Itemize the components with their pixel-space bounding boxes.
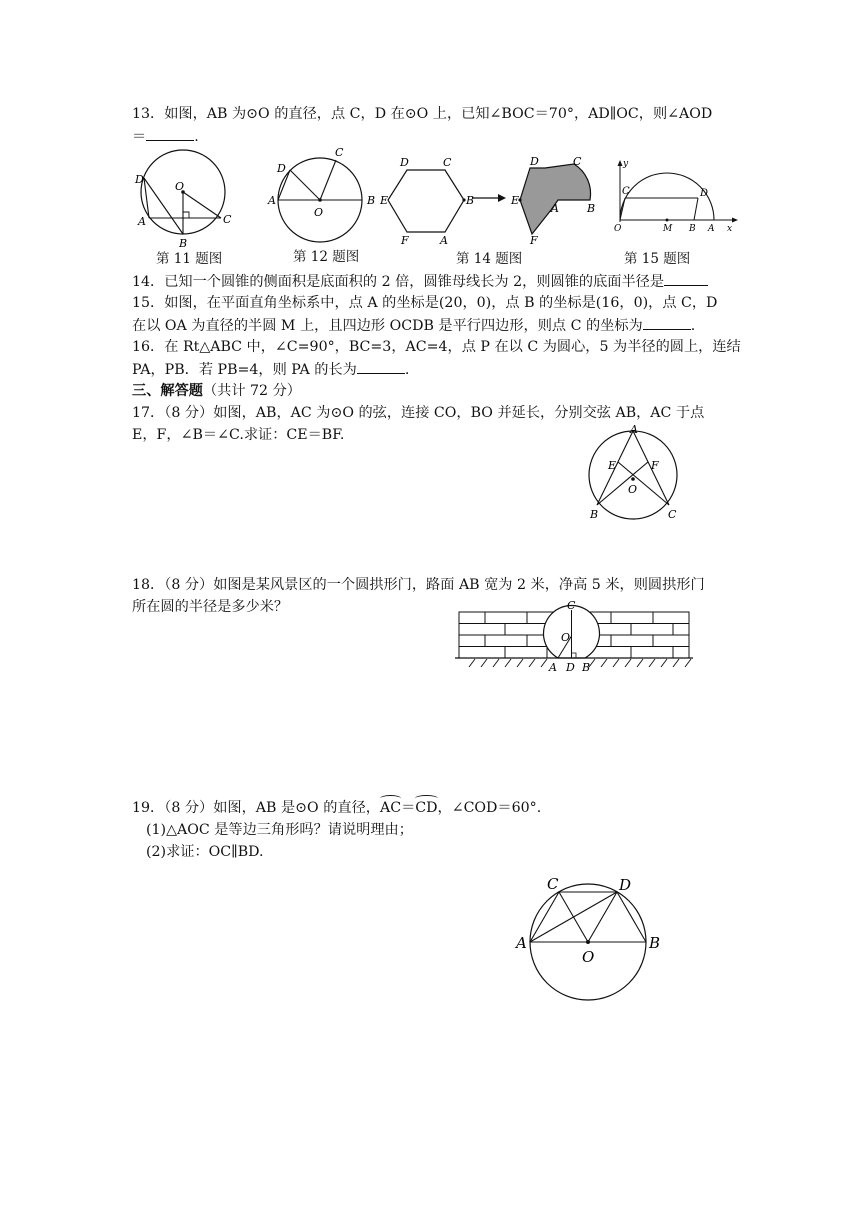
section3-heading <box>132 381 301 401</box>
q14-answer-blank <box>664 271 708 286</box>
f15-label-x: x <box>727 224 733 234</box>
f17-label-o: O <box>628 483 638 496</box>
f11-label-b: B <box>179 237 188 250</box>
q14-text: 14．已知一个圆锥的侧面积是底面积的 2 倍，圆锥母线长为 2，则圆锥的底面半径是 <box>132 274 665 290</box>
f17-label-e: E <box>608 459 617 472</box>
section3-title: 三、解答题 <box>132 383 203 399</box>
figure-12 <box>268 146 383 246</box>
f11-label-o: O <box>175 180 185 193</box>
q13-line1: 13．如图，AB 为⊙O 的直径，点 C，D 在⊙O 上，已知∠BOC＝70°，AD∥OC，则∠AOD <box>132 106 713 122</box>
f14a-label-e: E <box>380 194 389 207</box>
caption-11: 第 11 题图 <box>156 251 223 267</box>
f11-label-d: D <box>135 173 144 186</box>
f19-label-b: B <box>649 934 661 952</box>
f12-label-o: O <box>314 206 324 219</box>
f19-label-c: C <box>547 875 559 893</box>
figure-17 <box>585 425 685 525</box>
q19-arc-ac <box>380 800 401 816</box>
q19-arc-cd <box>415 800 437 816</box>
q16-answer-blank <box>357 359 405 374</box>
f17-label-b: B <box>590 508 599 521</box>
f15-label-y: y <box>623 159 629 169</box>
f14b-label-d: D <box>530 155 539 168</box>
caption-12: 第 12 题图 <box>293 249 360 265</box>
f18-label-d: D <box>566 661 575 674</box>
figure-14 <box>380 152 600 252</box>
figure-15 <box>612 158 742 238</box>
q19-line1-suffix: ，∠COD＝60°. <box>437 800 542 816</box>
f15-label-b: B <box>689 224 696 234</box>
q16-line2-text: PA，PB．若 PB=4，则 PA 的长为 <box>132 362 357 378</box>
f19-label-d: D <box>619 876 632 894</box>
f14b-label-b: B <box>587 202 596 215</box>
f12-label-c: C <box>335 146 344 159</box>
caption-15: 第 15 题图 <box>624 251 691 267</box>
f17-label-f: F <box>651 459 659 472</box>
f14b-label-c: C <box>573 155 582 168</box>
q18-line2: 所在圆的半径是多少米？ <box>132 599 289 615</box>
figure-19 <box>514 875 674 1005</box>
f15-label-m: M <box>663 224 673 234</box>
f12-label-b: B <box>367 194 376 207</box>
q13-line2-suffix: . <box>194 129 199 145</box>
f14b-label-e: E <box>511 194 520 207</box>
q16-line2 <box>132 359 409 380</box>
q19-line1-prefix: 19．（8 分）如图，AB 是⊙O 的直径， <box>132 800 380 816</box>
q13-answer-blank <box>146 126 194 141</box>
f14b-label-f: F <box>530 234 538 247</box>
q19-sub2: (2)求证：OC∥BD. <box>146 844 264 860</box>
arc-ac-mark <box>380 795 401 802</box>
q19-arc-ac-text: AC <box>379 800 402 816</box>
f14a-label-c: C <box>443 156 452 169</box>
f19-label-o: O <box>582 948 595 966</box>
f14a-label-d: D <box>400 156 409 169</box>
f17-label-a: A <box>630 423 638 436</box>
q19-eq: ＝ <box>401 800 416 816</box>
f12-label-a: A <box>268 194 276 207</box>
f17-label-c: C <box>668 508 677 521</box>
q18-line1: 18．（8 分）如图是某风景区的一个圆拱形门，路面 AB 宽为 2 米，净高 5 米，则圆拱形门 <box>132 577 705 593</box>
figure-11 <box>135 140 235 250</box>
f11-label-c: C <box>223 213 232 226</box>
q13-line2-prefix: ＝ <box>132 129 147 145</box>
q16-line1: 16．在 Rt△ABC 中，∠C=90°，BC=3，AC=4，点 P 在以 C 为圆心，5 为半径的圆上，连结 <box>132 339 741 355</box>
f14a-label-f: F <box>401 234 409 247</box>
f18-label-b: B <box>582 661 591 674</box>
f19-label-a: A <box>516 934 527 952</box>
f15-label-o: O <box>614 224 622 234</box>
q14-line <box>132 271 708 292</box>
arc-cd-mark <box>415 795 437 802</box>
f12-label-d: D <box>277 162 286 175</box>
q15-line1: 15．如图，在平面直角坐标系中，点 A 的坐标是(20，0)，点 B 的坐标是(16，0)，点 C，D <box>132 295 718 311</box>
q15-line2 <box>132 315 695 336</box>
q15-line2-text: 在以 OA 为直径的半圆 M 上，且四边形 OCDB 是平行四边形，则点 C 的坐标为 <box>132 318 643 334</box>
f11-label-a: A <box>138 215 146 228</box>
f18-label-c: C <box>567 599 576 612</box>
q16-line2-suffix: . <box>404 362 410 378</box>
q19-line1 <box>132 798 541 818</box>
figure-18 <box>455 598 695 673</box>
f15-label-d: D <box>700 188 709 199</box>
q19-arc-cd-text: CD <box>415 800 438 816</box>
q15-line2-suffix: . <box>690 318 696 334</box>
f15-label-a: A <box>708 224 715 234</box>
q17-line2: E，F，∠B＝∠C.求证：CE＝BF. <box>132 427 345 443</box>
q15-answer-blank <box>643 315 691 330</box>
f15-label-c: C <box>622 186 630 197</box>
f18-label-o: O <box>561 631 571 644</box>
caption-14: 第 14 题图 <box>456 251 523 267</box>
f14a-label-a: A <box>440 234 448 247</box>
q19-sub1: (1)△AOC 是等边三角形吗？请说明理由； <box>146 822 413 838</box>
f14b-label-a: A <box>551 202 559 215</box>
f14a-label-b: B <box>466 194 475 207</box>
f18-label-a: A <box>549 661 557 674</box>
q17-line1: 17．（8 分）如图，AB，AC 为⊙O 的弦，连接 CO，BO 并延长，分别交弦 AB，AC 于点 <box>132 405 705 421</box>
section3-note: （共计 72 分） <box>202 383 301 399</box>
